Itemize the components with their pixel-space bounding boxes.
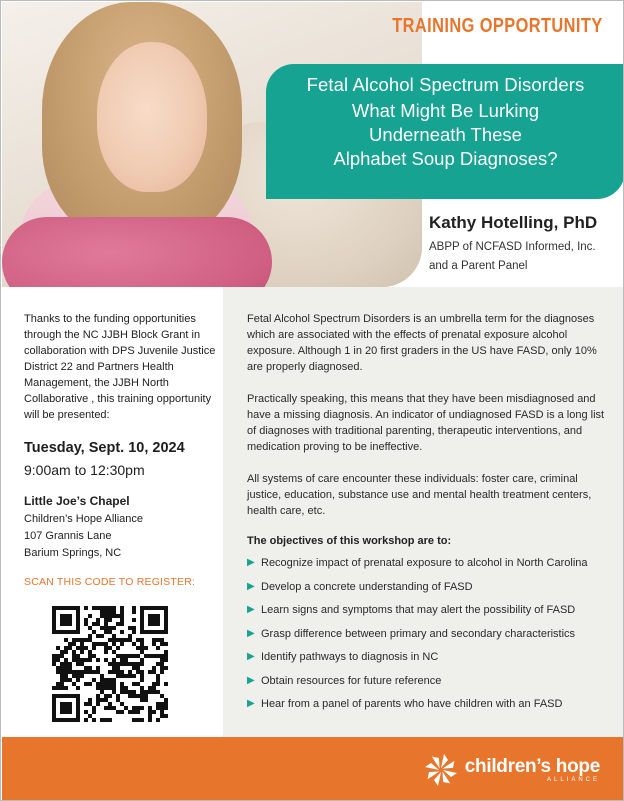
list-item: ▶ Obtain resources for future reference (247, 674, 442, 687)
misdiagnosis-paragraph: Practically speaking, this means that they have been misdiagnosed and have a missing diagnosis. An indicator of undiagnosed FASD is a long list of diagnoses with traditional parenting, therapeutic interventions, and medication proving to be ineffective. (247, 393, 605, 453)
list-item: ▶ Develop a concrete understanding of FASD (247, 580, 473, 593)
logo-sub-text: ALLIANCE (546, 777, 600, 783)
address-line-2: 107 Grannis Lane (24, 530, 112, 542)
speaker-block (429, 213, 597, 276)
triangle-right-icon: ▶ (247, 604, 255, 615)
event-date: Tuesday, Sept. 10, 2024 (24, 440, 185, 456)
speaker-credential-1: ABPP of NCFASD Informed, Inc. (429, 241, 596, 253)
speaker-credential-2: and a Parent Panel (429, 260, 528, 272)
triangle-right-icon: ▶ (247, 580, 255, 592)
address-line-3: Barium Springs, NC (24, 547, 122, 559)
title-banner (266, 64, 624, 199)
description-column (223, 287, 624, 737)
objectives-title: The objectives of this workshop are to: (247, 535, 452, 547)
event-time: 9:00am to 12:30pm (24, 462, 145, 478)
list-item: ▶ Identify pathways to diagnosis in NC (247, 651, 439, 663)
triangle-right-icon: ▶ (247, 627, 255, 639)
registration-qr-code[interactable] (52, 606, 168, 722)
funding-text: Thanks to the funding opportunities through the NC JJBH Block Grant in collaboration with DPS Juvenile Justice District 22 and Partners Health Management, the JJBH North Collaborative , this training opportunity will be presented: (24, 313, 216, 421)
details-column (2, 287, 223, 737)
title-line2: What Might Be Lurking (351, 100, 540, 121)
list-item: ▶ Recognize impact of prenatal exposure to alcohol in North Carolina (247, 557, 588, 569)
triangle-right-icon: ▶ (247, 651, 255, 662)
childrens-hope-logo[interactable] (423, 752, 600, 788)
title-line1: Fetal Alcohol Spectrum Disorders (306, 74, 585, 95)
footer-bar (2, 737, 624, 801)
logo-main-text: children’s hope (464, 756, 600, 777)
title-line3: Underneath These (369, 124, 522, 145)
venue-name: Little Joe’s Chapel (24, 494, 130, 508)
objectives-list (247, 556, 606, 721)
list-item: ▶ Grasp difference between primary and secondary characteristics (247, 627, 576, 640)
list-item: ▶ Learn signs and symptoms that may alert the possibility of FASD (247, 604, 576, 616)
pinwheel-icon (423, 752, 459, 788)
triangle-right-icon: ▶ (247, 557, 255, 568)
address-line-1: Children’s Hope Alliance (24, 513, 144, 525)
speaker-name: Kathy Hotelling, PhD (429, 213, 598, 232)
triangle-right-icon: ▶ (247, 674, 255, 686)
systems-paragraph: All systems of care encounter these individuals: foster care, criminal justice, education, substance use and mental health treatment centers, health care, etc. (247, 473, 592, 517)
intro-paragraph: Fetal Alcohol Spectrum Disorders is an umbrella term for the diagnoses which are associated with the effects of prenatal exposure alcohol exposure. Although 1 in 20 first graders in the US have FASD, only 10% are properly diagnosed. (247, 313, 597, 373)
list-item: ▶ Hear from a panel of parents who have children with an FASD (247, 698, 563, 710)
scan-label: SCAN THIS CODE TO REGISTER: (24, 576, 196, 588)
training-label: TRAINING OPPORTUNITY (392, 15, 603, 37)
title-line4: Alphabet Soup Diagnoses? (333, 148, 558, 169)
triangle-right-icon: ▶ (247, 698, 255, 709)
